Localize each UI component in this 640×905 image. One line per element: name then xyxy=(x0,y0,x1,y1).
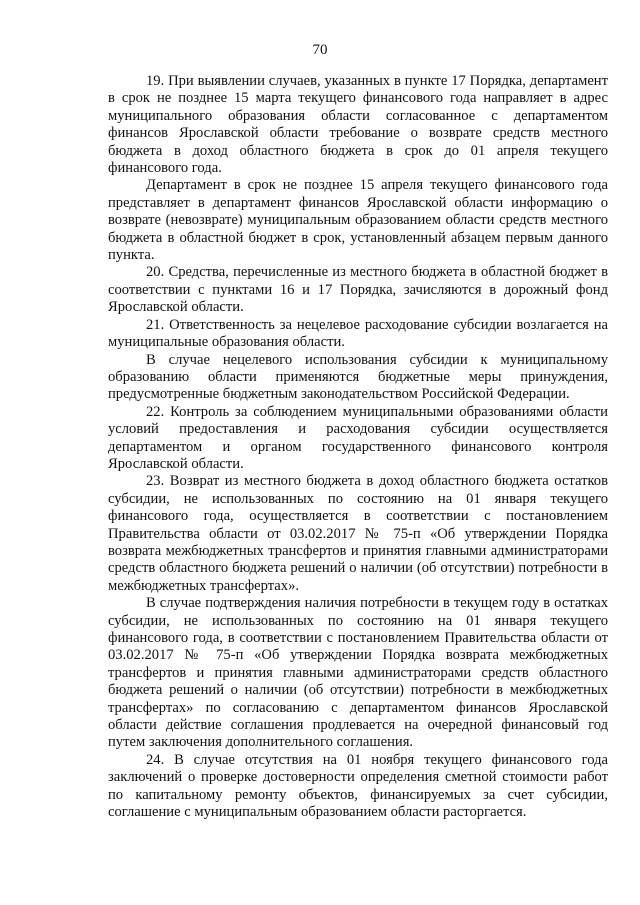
paragraph-23: 23. Возврат из местного бюджета в доход областного бюджета остатков субсидии, не использованных по состоянию на 01 января текущего финансового года, осуществляется в соответствии с постановлением Правительства области от 03.02.2017 № 75-п «Об утверждении Порядка возврата межбюджетных трансфертов и принятия главными администраторами средств областного бюджета решений о наличии (об отсутствии) потребности в межбюджетных трансфертах». xyxy=(108,473,608,594)
paragraph-23-second: В случае подтверждения наличия потребности в текущем году в остатках субсидии, не использованных по состоянию на 01 января текущего финансового года, в соответствии с постановлением Правительства области от 03.02.2017 № 75-п «Об утверждении Порядка возврата межбюджетных трансфертов и принятия главными администраторами средств областного бюджета решений о наличии (об отсутствии) потребности в межбюджетных трансфертах» по согласованию с департаментом финансов Ярославской области действие соглашения продлевается на очередной финансовый год путем заключения дополнительного соглашения. xyxy=(108,595,608,751)
paragraph-19: 19. При выявлении случаев, указанных в пункте 17 Порядка, департамент в срок не позднее 15 марта текущего финансового года направляет в адрес муниципального образования области согласованное с департаментом финансов Ярославской области требование о возврате средств местного бюджета в доход областного бюджета в срок до 01 апреля текущего финансового года. xyxy=(108,73,608,177)
paragraph-21-second: В случае нецелевого использования субсидии к муниципальному образованию области применяются бюджетные меры принуждения, предусмотренные бюджетным законодательством Российской Федерации. xyxy=(108,351,608,403)
paragraph-19-second: Департамент в срок не позднее 15 апреля текущего финансового года представляет в департамент финансов Ярославской области информацию о возврате (невозврате) муниципальным образованием области средств местного бюджета в областной бюджет в срок, установленный абзацем первым данного пункта. xyxy=(108,177,608,264)
page-number: 70 xyxy=(312,42,328,58)
paragraph-22: 22. Контроль за соблюдением муниципальными образованиями области условий предоставления и расходования субсидии осуществляется департаментом и органом государственного финансового контроля Ярославской области. xyxy=(108,403,608,472)
document-body xyxy=(108,73,608,821)
paragraph-20: 20. Средства, перечисленные из местного бюджета в областной бюджет в соответствии с пунктами 16 и 17 Порядка, зачисляются в дорожный фонд Ярославской области. xyxy=(108,264,608,316)
paragraph-21: 21. Ответственность за нецелевое расходование субсидии возлагается на муниципальные образования области. xyxy=(108,316,608,351)
paragraph-24: 24. В случае отсутствия на 01 ноября текущего финансового года заключений о проверке достоверности определения сметной стоимости работ по капитальному ремонту объектов, финансируемых за счет субсидии, соглашение с муниципальным образованием области расторгается. xyxy=(108,751,608,821)
